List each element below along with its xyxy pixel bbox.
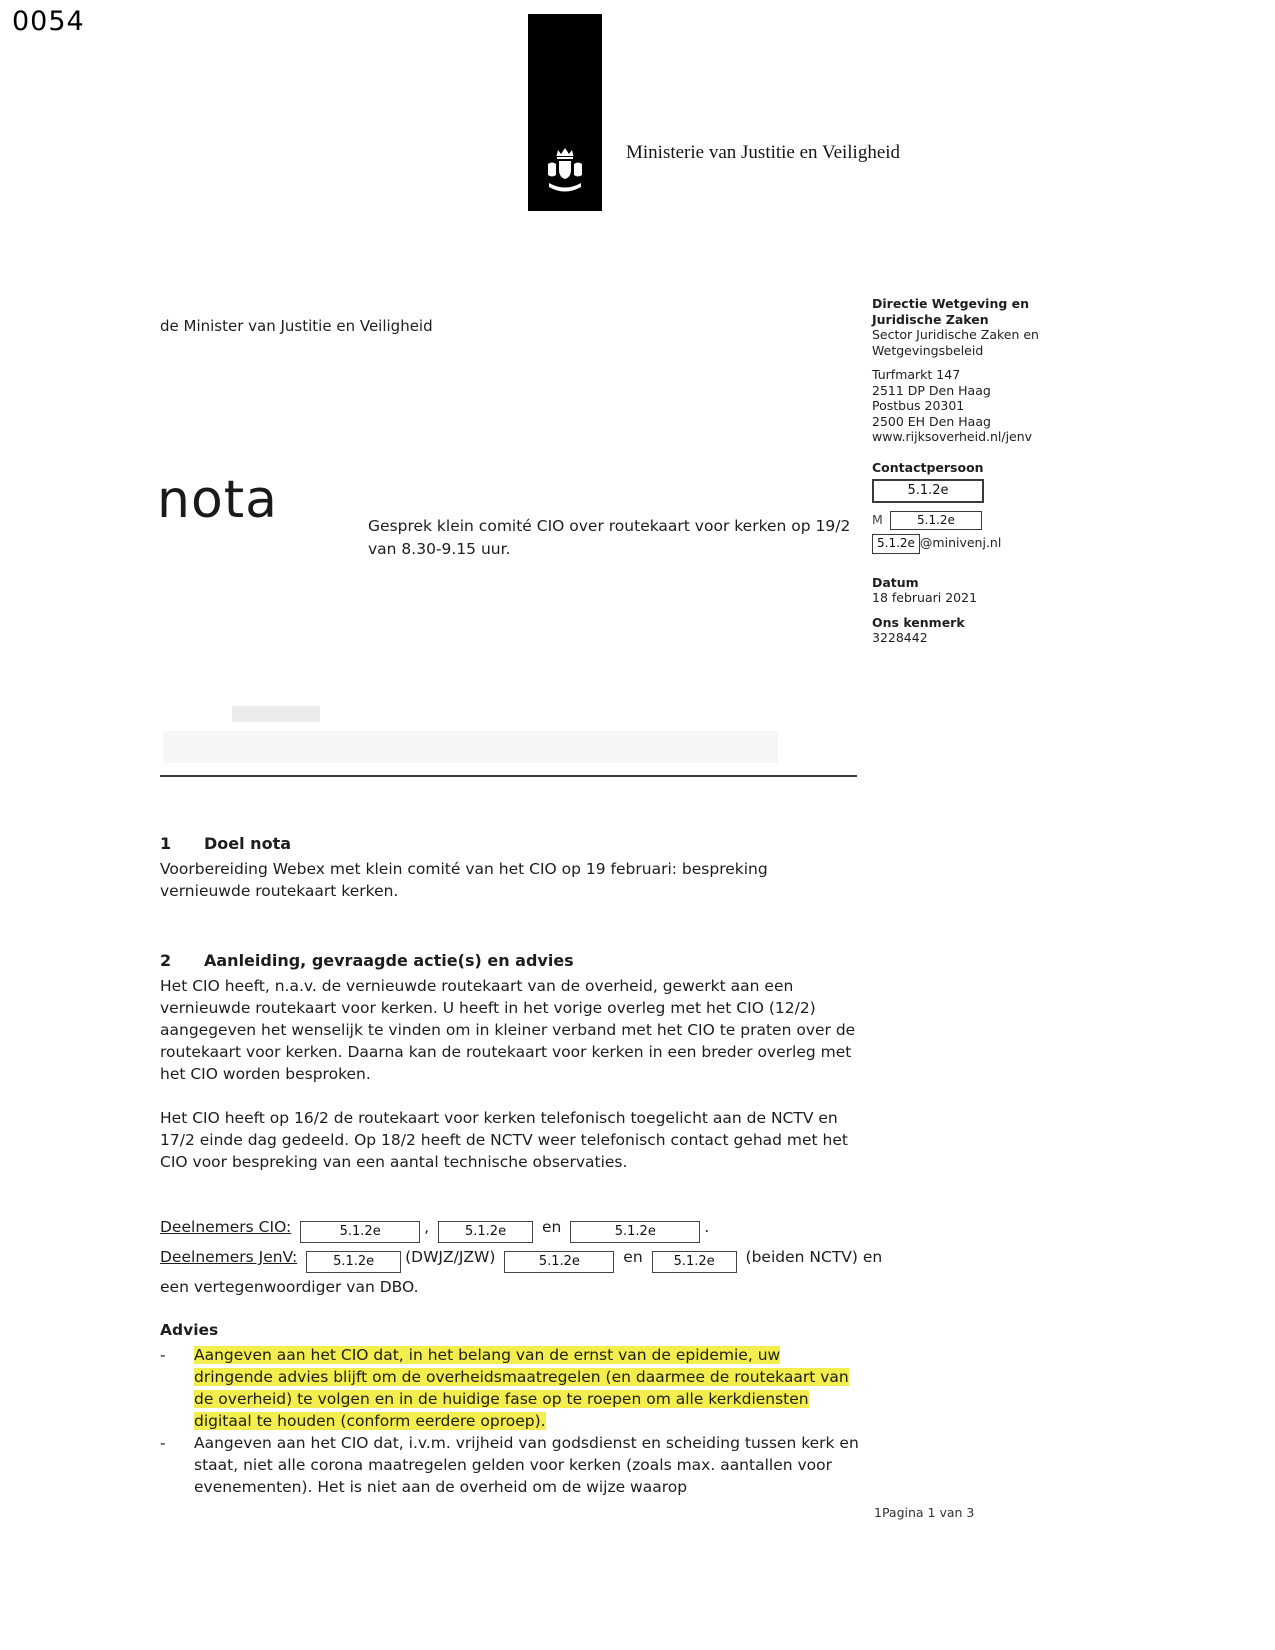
section2-heading [160, 950, 860, 972]
redacted-contact-name: 5.1.2e [872, 479, 984, 503]
sector-name-line2: Wetgevingsbeleid [872, 342, 984, 358]
section1-body: Voorbereiding Webex met klein comité van het CIO op 19 februari: bespreking vernieuwde routekaart kerken. [160, 860, 768, 900]
contact-label: Contactpersoon [872, 459, 984, 475]
date-label: Datum [872, 574, 919, 590]
advice-heading: Advies [160, 1321, 219, 1339]
advice-bullet-2-body [194, 1432, 860, 1498]
redacted-participant-name: 5.1.2e [438, 1221, 533, 1243]
mobile-label: M [872, 511, 883, 527]
rijksoverheid-crest-icon [542, 141, 588, 199]
address-postbus: Postbus 20301 [872, 398, 965, 413]
org-nctv-note: (beiden NCTV) en [745, 1248, 883, 1266]
section2-paragraph2: Het CIO heeft op 16/2 de routekaart voor kerken telefonisch toegelicht aan de NCTV en 17/2 einde dag gedeeld. Op 18/2 heeft de NCTV weer telefonisch contact gehad met het CIO voor bespreking van een aantal technische observaties. [160, 1109, 848, 1171]
scan-artifact [232, 706, 320, 722]
scan-artifact [163, 731, 778, 763]
advice-bullet-1 [160, 1344, 860, 1432]
section2-title: Aanleiding, gevraagde actie(s) en advies [204, 951, 574, 970]
sector-name-line1: Sector Juridische Zaken en [872, 327, 1039, 342]
redacted-participant-name: 5.1.2e [504, 1251, 614, 1273]
redacted-participant-name: 5.1.2e [652, 1251, 737, 1273]
section2-paragraph1: Het CIO heeft, n.a.v. de vernieuwde routekaart van de overheid, gewerkt aan een vernieuwde routekaart voor kerken. U heeft in het vorige overleg met het CIO (12/2) aangegeven het wenselijk te vinden om in kleiner verband met het CIO te praten over de routekaart voor kerken. Daarna kan de routekaart voor kerken in een breder overleg met het CIO worden besproken. [160, 977, 856, 1083]
separator-comma: , [424, 1218, 430, 1236]
participants-block [160, 1213, 883, 1301]
redacted-participant-name: 5.1.2e [570, 1221, 700, 1243]
advice-bullet-2 [160, 1432, 860, 1498]
advice-bullet-1-body [194, 1344, 860, 1432]
reference-value: 3228442 [872, 630, 928, 645]
advice-text: Aangeven aan het CIO dat, i.v.m. vrijheid van godsdienst en scheiding tussen kerk en staat, niet alle corona maatregelen gelden voor kerken (zoals max. aantallen voor evenementen). Het is niet aan de overheid om de wijze waarop [194, 1434, 859, 1496]
horizontal-divider [160, 775, 857, 777]
letterhead-sidebar [872, 296, 1039, 646]
section1-number: 1 [160, 834, 172, 853]
participants-jenv-continued: een vertegenwoordiger van DBO. [160, 1278, 419, 1296]
redacted-mobile-number: 5.1.2e [890, 511, 982, 531]
website-url: www.rijksoverheid.nl/jenv [872, 429, 1033, 444]
address-postcode-city: 2511 DP Den Haag [872, 382, 991, 398]
document-number: 0054 [12, 6, 85, 37]
document-body [160, 833, 883, 1498]
address-street: Turfmarkt 147 [872, 367, 961, 382]
date-value: 18 februari 2021 [872, 590, 978, 605]
org-dwjz-jzw: (DWJZ/JZW) [405, 1248, 496, 1266]
participants-jenv-label: Deelnemers JenV: [160, 1248, 298, 1266]
reference-label: Ons kenmerk [872, 614, 965, 630]
redacted-email-localpart: 5.1.2e [872, 534, 920, 554]
address-postbus-city: 2500 EH Den Haag [872, 413, 991, 429]
section2-number: 2 [160, 951, 172, 970]
section1-title: Doel nota [204, 834, 292, 853]
directorate-name-line1: Directie Wetgeving en [872, 296, 1030, 311]
section1-heading [160, 833, 860, 855]
rijksoverheid-logo-banner [528, 14, 602, 211]
bullet-dash: - [160, 1434, 166, 1452]
highlighted-advice-text: Aangeven aan het CIO dat, in het belang van de ernst van de epidemie, uw dringende advies blijft om de overheidsmaatregelen (en daarmee de routekaart van de overheid) te volgen en in de huidige fase op te roepen om alle kerkdiensten digitaal te houden (conform eerdere oproep). [194, 1346, 849, 1430]
ministry-name: Ministerie van Justitie en Veiligheid [626, 142, 901, 163]
separator-en: en [541, 1218, 562, 1236]
document-subject: Gesprek klein comité CIO over routekaart voor kerken op 19/2 van 8.30-9.15 uur. [368, 517, 851, 558]
directorate-name-line2: Juridische Zaken [872, 311, 989, 327]
recipient-line: de Minister van Justitie en Veiligheid [160, 317, 433, 335]
participants-cio-line [160, 1213, 860, 1243]
bullet-dash: - [160, 1346, 166, 1364]
page-footer: 1Pagina 1 van 3 [874, 1505, 975, 1520]
sentence-period: . [704, 1218, 710, 1236]
document-type-title: nota [157, 470, 279, 530]
participants-jenv-line [160, 1243, 883, 1273]
participants-cio-label: Deelnemers CIO: [160, 1218, 292, 1236]
email-domain: @minivenj.nl [919, 535, 1002, 550]
email-line [872, 534, 1032, 554]
mobile-phone-line [872, 511, 1032, 531]
redacted-participant-name: 5.1.2e [306, 1251, 401, 1273]
redacted-participant-name: 5.1.2e [300, 1221, 420, 1243]
separator-en: en [623, 1248, 643, 1266]
